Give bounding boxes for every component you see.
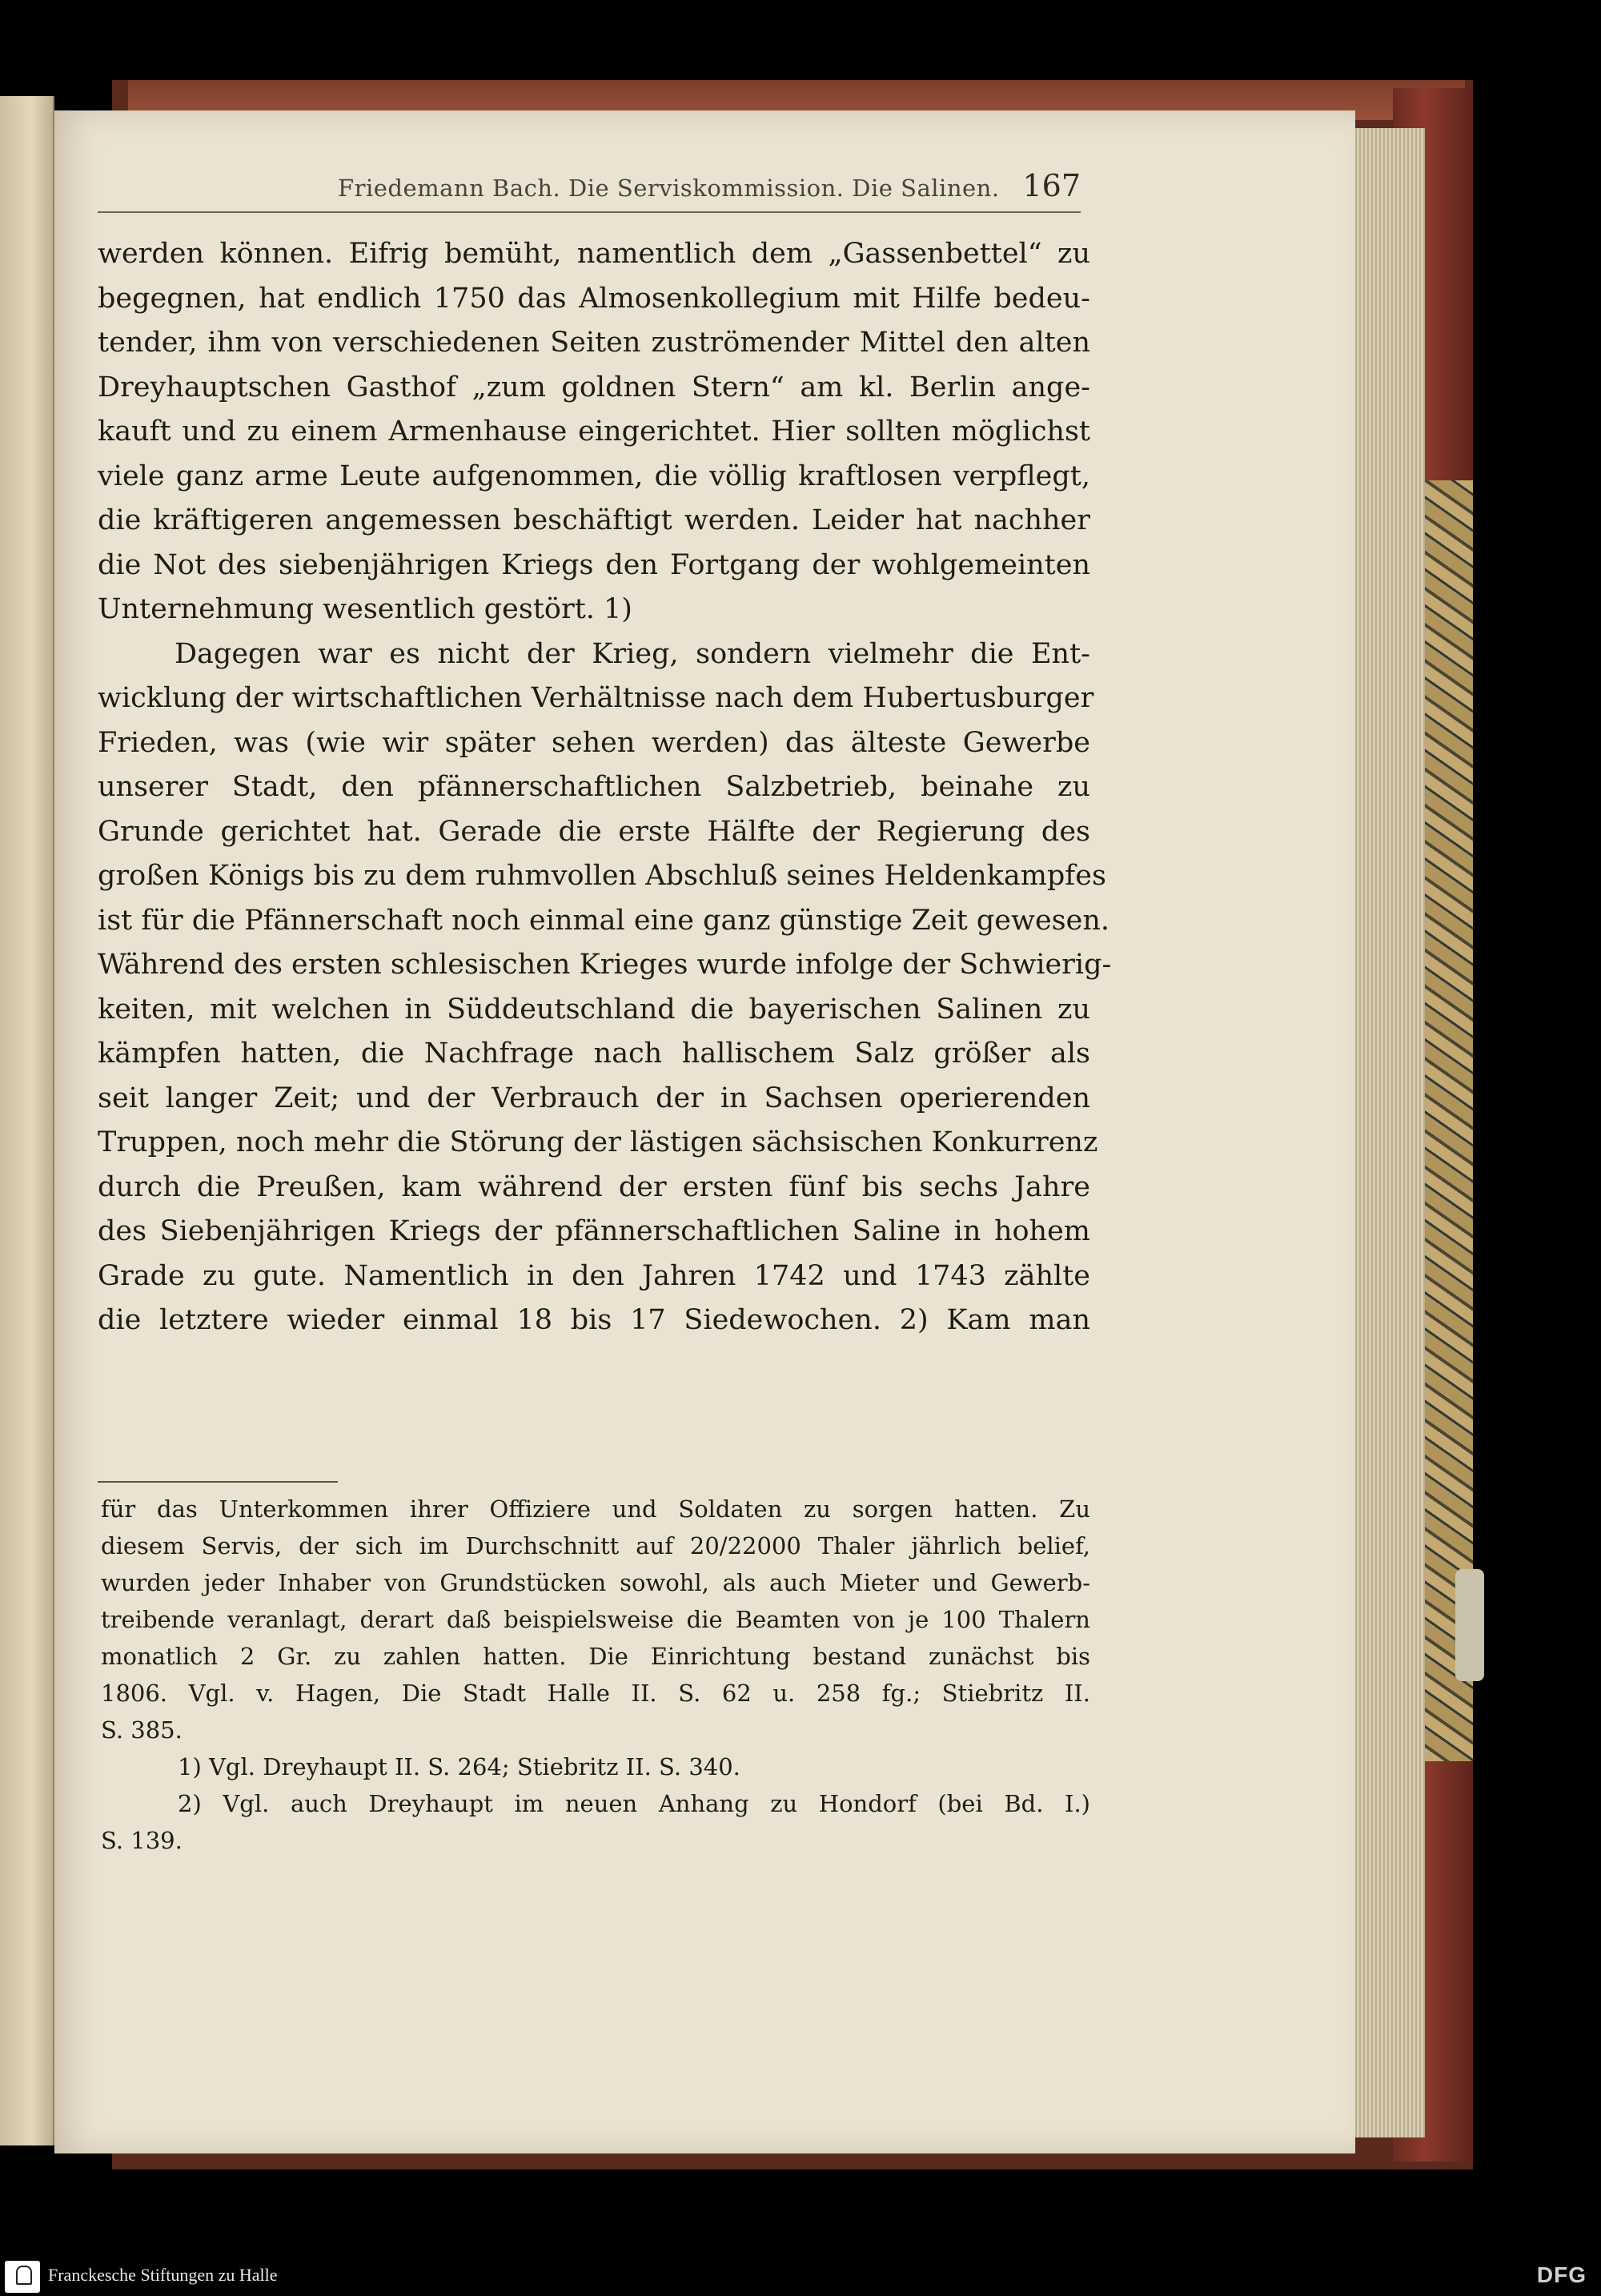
body-line: die letztere wieder einmal 18 bis 17 Siedewochen. 2) Kam man [98,1304,1090,1336]
footnote-2: 2) Vgl. auch Dreyhaupt im neuen Anhang zu Hondorf (bei Bd. I.) [178,1790,1090,1817]
body-line: Truppen, noch mehr die Störung der lästigen sächsischen Konkurrenz [98,1126,1098,1158]
body-line: Unternehmung wesentlich gestört. 1) [98,593,632,625]
running-head [98,168,1081,213]
body-line: Dagegen war es nicht der Krieg, sondern vielmehr die Ent- [175,637,1090,670]
footnote-rule [98,1481,338,1483]
page-number: 167 [1022,168,1081,203]
body-line: werden können. Eifrig bemüht, namentlich dem „Gassenbettel“ zu [98,238,1090,270]
body-line: keiten, mit welchen in Süddeutschland die bayerischen Salinen zu [98,993,1090,1026]
body-line: die Not des siebenjährigen Kriegs den Fortgang der wohlgemeinten [98,548,1090,581]
footnote-1: 1) Vgl. Dreyhaupt II. S. 264; Stiebritz II. S. 340. [178,1753,740,1780]
body-line: die kräftigeren angemessen beschäftigt werden. Leider hat nachher [98,504,1090,536]
body-line: großen Königs bis zu dem ruhmvollen Abschluß seines Heldenkampfes [98,860,1106,892]
footnote-line: diesem Servis, der sich im Durchschnitt auf 20/22000 Thaler jährlich belief, [101,1532,1090,1559]
body-line: begegnen, hat endlich 1750 das Almosenkollegium mit Hilfe bedeu- [98,282,1090,315]
dfg-logo: DFG [1536,2262,1587,2287]
running-head-title: Friedemann Bach. Die Serviskommission. Die Salinen. [338,175,1000,202]
body-line: viele ganz arme Leute aufgenommen, die völlig kraftlosen verpflegt, [98,460,1090,492]
institution-name: Franckesche Stiftungen zu Halle [48,2265,278,2285]
body-line: ist für die Pfännerschaft noch einmal eine ganz günstige Zeit gewesen. [98,904,1110,937]
body-line: Grade zu gute. Namentlich in den Jahren 1742 und 1743 zählte [98,1259,1090,1292]
body-line: tender, ihm von verschiedenen Seiten zuströmender Mittel den alten [98,327,1090,359]
body-line: Dreyhauptschen Gasthof „zum goldnen Stern“ am kl. Berlin ange- [98,371,1090,403]
body-line: wicklung der wirtschaftlichen Verhältnisse nach dem Hubertusburger [98,682,1094,714]
body-line: seit langer Zeit; und der Verbrauch der in Sachsen operierenden [98,1082,1090,1114]
body-line: Grunde gerichtet hat. Gerade die erste Hälfte der Regierung des [98,815,1090,848]
body-text [98,232,1112,1343]
footnote-line: für das Unterkommen ihrer Offiziere und Soldaten zu sorgen hatten. Zu [101,1495,1090,1523]
footnotes [101,1491,1090,1859]
body-line: durch die Preußen, kam während der ersten fünf bis sechs Jahre [98,1170,1090,1203]
body-line: kauft und zu einem Armenhause eingerichtet. Hier sollten möglichst [98,415,1090,448]
footnote-line: monatlich 2 Gr. zu zahlen hatten. Die Einrichtung bestand zunächst bis [101,1643,1090,1670]
body-line: unserer Stadt, den pfännerschaftlichen Salzbetrieb, beinahe zu [98,771,1090,803]
footnote-line: treibende veranlagt, derart daß beispielsweise die Beamten von je 100 Thalern [101,1606,1090,1633]
body-line: Frieden, was (wie wir später sehen werden) das älteste Gewerbe [98,726,1090,759]
footnote-line: wurden jeder Inhaber von Grundstücken sowohl, als auch Mieter und Gewerb- [101,1569,1090,1596]
page-block-edges [1353,128,1425,2137]
body-line: des Siebenjährigen Kriegs der pfännerschaftlichen Saline in hohem [98,1215,1090,1247]
footnote-line: S. 385. [101,1716,183,1744]
institution-logo-icon [5,2261,40,2293]
book-clasp [1455,1569,1484,1681]
footnote-line: 1806. Vgl. v. Hagen, Die Stadt Halle II. S. 62 u. 258 fg.; Stiebritz II. [101,1680,1090,1707]
footnote-line: S. 139. [101,1827,183,1854]
body-line: kämpfen hatten, die Nachfrage nach hallischem Salz größer als [98,1038,1090,1070]
left-page-edge [0,96,54,2145]
body-line: Während des ersten schlesischen Krieges wurde infolge der Schwierig- [98,949,1112,981]
